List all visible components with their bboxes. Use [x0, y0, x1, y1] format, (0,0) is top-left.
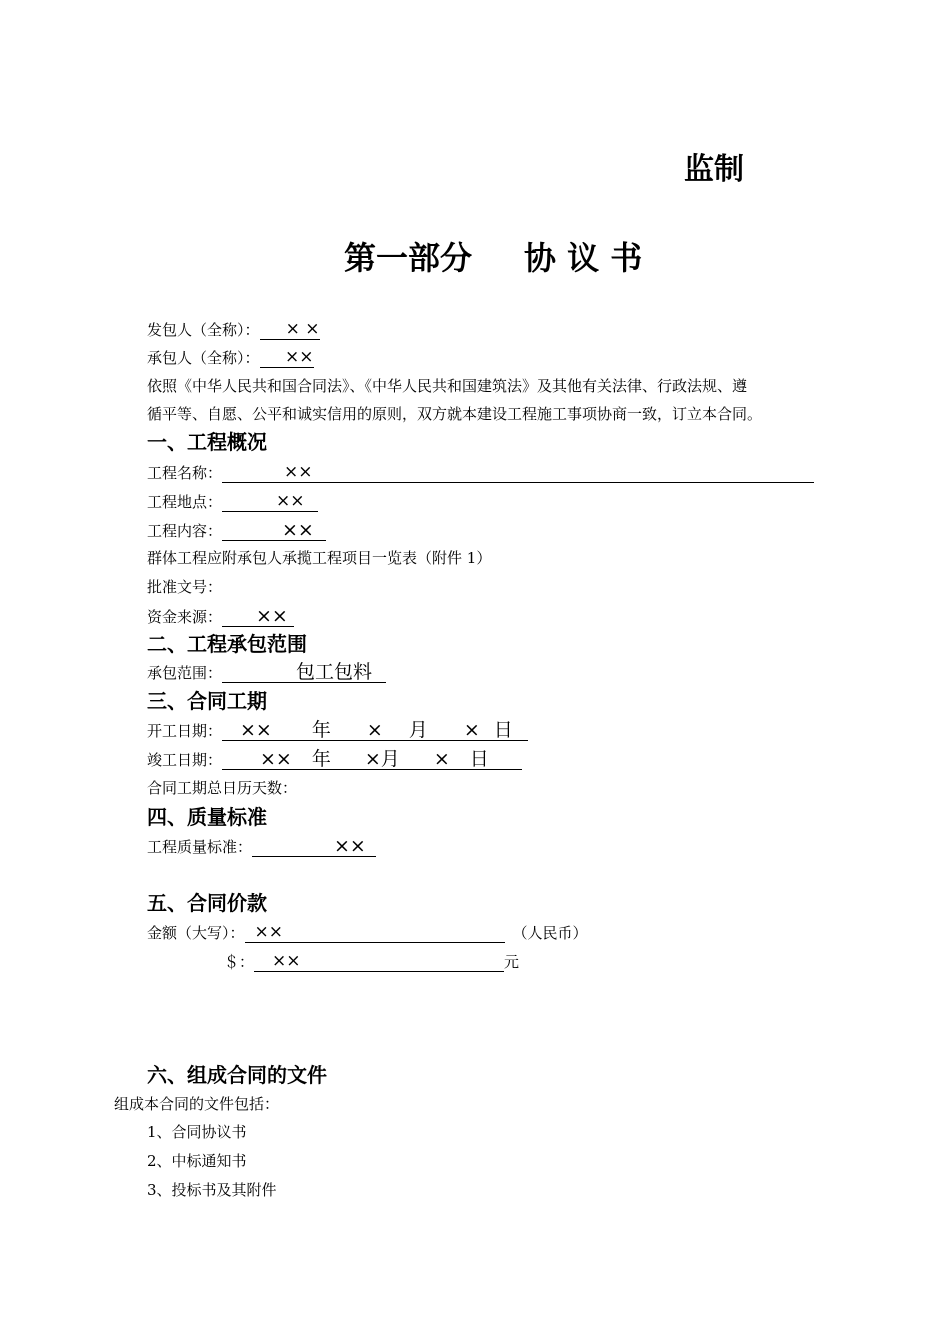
funding-row: [147, 606, 294, 627]
start-day-unit: 日: [493, 719, 513, 741]
funding-value: ××: [222, 606, 294, 627]
start-year: ××: [240, 719, 272, 741]
project-location-row: [147, 491, 318, 512]
section-heading-5: 五、合同价款: [147, 891, 267, 915]
scope-label: 承包范围：: [147, 664, 223, 682]
end-month: ×: [364, 748, 381, 770]
project-content-row: [147, 520, 326, 541]
funding-label: 资金来源：: [147, 608, 223, 626]
page-title: [344, 236, 642, 280]
employer-value: × ×: [260, 319, 320, 340]
title-name: 协 议 书: [524, 239, 643, 277]
approval-number-label: 批准文号：: [147, 578, 223, 596]
section-heading-2: 二、工程承包范围: [147, 632, 307, 656]
project-content-value: ××: [222, 520, 326, 541]
project-location-value: ××: [222, 491, 318, 512]
end-date-value: [222, 749, 522, 770]
quality-label: 工程质量标准：: [147, 838, 253, 856]
section-heading-3: 三、合同工期: [147, 689, 267, 713]
dollar-value: ××: [254, 951, 504, 972]
start-month: ×: [366, 719, 383, 741]
dollar-suffix: 元: [504, 953, 520, 971]
group-project-note: 群体工程应附承包人承揽工程项目一览表（附件 1）: [147, 549, 492, 567]
section-heading-6: 六、组成合同的文件: [147, 1063, 327, 1087]
end-month-unit: 月: [380, 748, 400, 770]
title-part: 第一部分: [344, 239, 473, 277]
scope-row: [147, 662, 386, 683]
section-heading-1: 一、工程概况: [147, 430, 267, 454]
start-date-label: 开工日期：: [147, 722, 223, 740]
end-date-label: 竣工日期：: [147, 751, 223, 769]
preamble-line-2: 循平等、自愿、公平和诚实信用的原则，双方就本建设工程施工事项协商一致，订立本合同。: [147, 405, 763, 423]
dollar-row: [224, 951, 519, 972]
list-item: 1、合同协议书: [147, 1123, 247, 1141]
start-date-row: [147, 720, 528, 741]
quality-value: ××: [252, 836, 376, 857]
end-year-unit: 年: [311, 748, 331, 770]
employer-row: [147, 319, 320, 340]
documents-intro: 组成本合同的文件包括：: [114, 1095, 280, 1113]
header-label: 监制: [684, 152, 744, 187]
contractor-row: [147, 347, 314, 368]
project-name-value: ××: [222, 462, 814, 483]
scope-value: 包工包料: [222, 662, 386, 683]
amount-label: 金额（大写）：: [147, 924, 245, 942]
project-location-label: 工程地点：: [147, 493, 223, 511]
amount-suffix: （人民币）: [512, 924, 588, 942]
project-name-label: 工程名称：: [147, 464, 223, 482]
contractor-value: ××: [260, 347, 314, 368]
list-item: 3、投标书及其附件: [147, 1181, 277, 1199]
end-year: ××: [260, 748, 292, 770]
preamble-line-1: 依照《中华人民共和国合同法》、《中华人民共和国建筑法》及其他有关法律、行政法规、遵: [147, 377, 748, 395]
quality-row: [147, 836, 376, 857]
amount-value: ××: [245, 922, 505, 943]
start-year-unit: 年: [311, 719, 331, 741]
project-content-label: 工程内容：: [147, 522, 223, 540]
end-day-unit: 日: [469, 748, 489, 770]
section-heading-4: 四、质量标准: [147, 805, 267, 829]
project-name-row: [147, 462, 814, 483]
amount-row: [147, 922, 588, 943]
contractor-label: 承包人（全称）：: [147, 349, 260, 367]
list-item: 2、中标通知书: [147, 1152, 247, 1170]
start-day: ×: [463, 719, 480, 741]
total-days-label: 合同工期总日历天数：: [147, 779, 298, 797]
employer-label: 发包人（全称）：: [147, 321, 260, 339]
dollar-label: ＄：: [224, 953, 255, 971]
start-date-value: [222, 720, 528, 741]
start-month-unit: 月: [408, 719, 428, 741]
end-day: ×: [433, 748, 450, 770]
end-date-row: [147, 749, 522, 770]
